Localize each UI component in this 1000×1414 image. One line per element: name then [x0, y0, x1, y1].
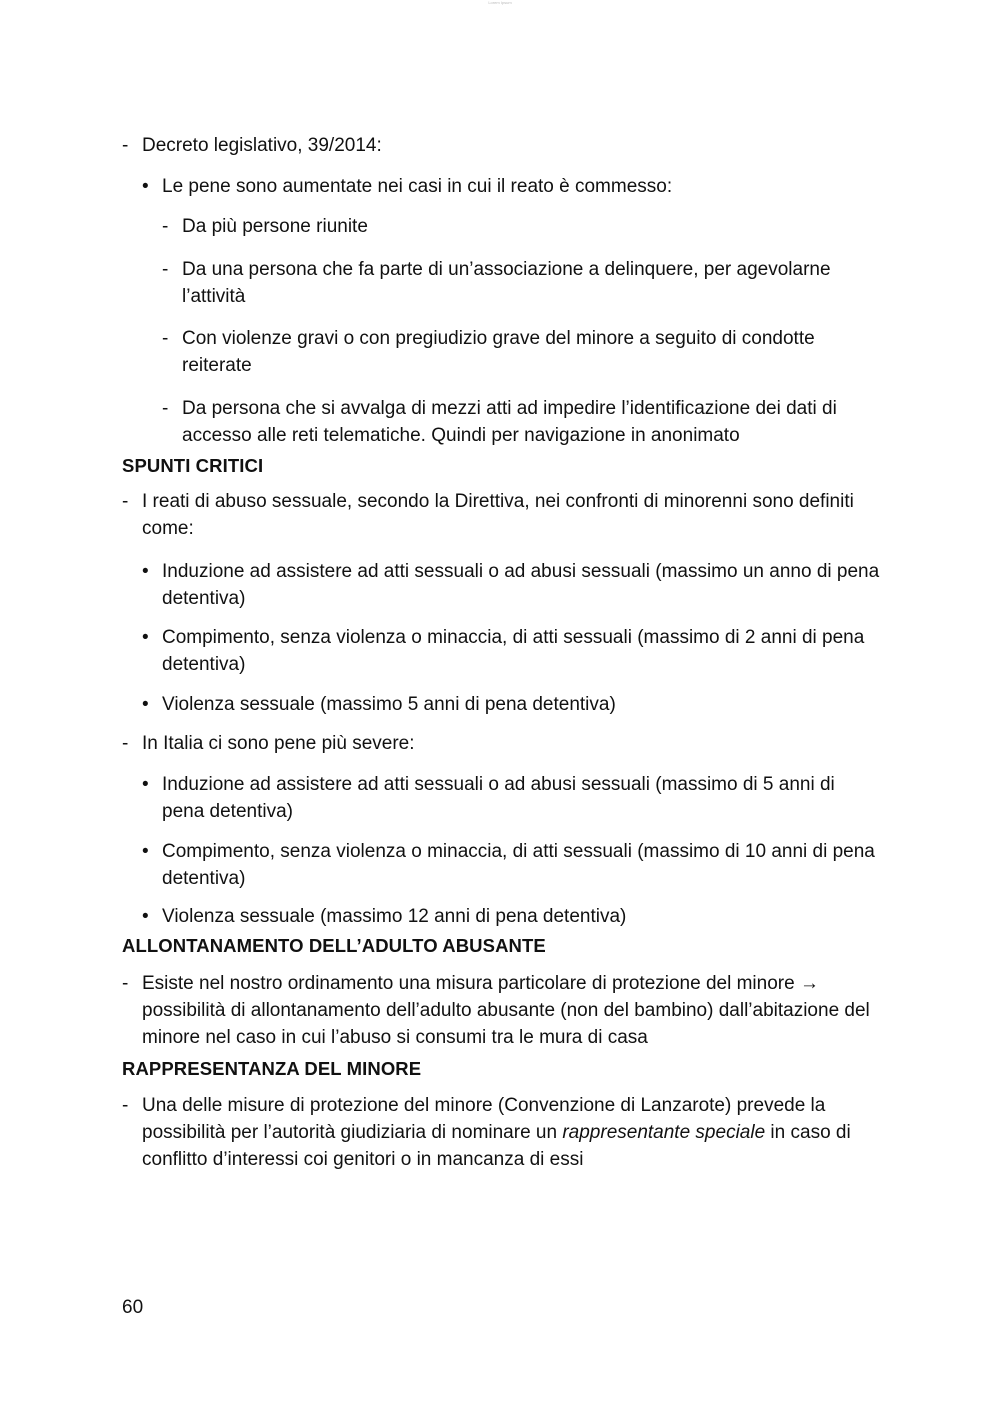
- list-item-dash: [122, 132, 882, 159]
- bullet-marker: •: [142, 694, 149, 715]
- list-item-text: Con violenze gravi o con pregiudizio grave del minore a seguito di condotte reiterate: [182, 328, 815, 376]
- list-item-bullet: [142, 771, 882, 825]
- list-item-bullet: [142, 558, 882, 612]
- top-watermark: Lorem Ipsum: [488, 0, 512, 5]
- list-item-dash: [122, 488, 882, 542]
- list-item-dash: [122, 1092, 882, 1173]
- list-item-dash: [122, 730, 882, 757]
- list-item-bullet: [142, 691, 882, 718]
- list-item-text: Decreto legislativo, 39/2014:: [142, 135, 382, 156]
- dash-marker: -: [122, 733, 129, 754]
- bullet-marker: •: [142, 906, 149, 927]
- italic-term: rappresentante speciale: [562, 1122, 766, 1143]
- list-item-text: I reati di abuso sessuale, secondo la Direttiva, nei confronti di minorenni sono definiti come:: [142, 491, 854, 539]
- bullet-marker: •: [142, 841, 149, 862]
- list-item-text: Da più persone riunite: [182, 216, 368, 237]
- list-item-dash: [162, 395, 882, 449]
- list-item-dash: [162, 256, 882, 310]
- list-item-text: Da persona che si avvalga di mezzi atti ad impedire l’identificazione dei dati di accesso alle reti telematiche. Quindi per navigazione in anonimato: [182, 398, 837, 446]
- list-item-text: Le pene sono aumentate nei casi in cui il reato è commesso:: [162, 176, 673, 197]
- dash-marker: -: [162, 216, 169, 237]
- bullet-marker: •: [142, 176, 149, 197]
- bullet-marker: •: [142, 561, 149, 582]
- list-item-text: In Italia ci sono pene più severe:: [142, 733, 415, 754]
- dash-marker: -: [122, 135, 129, 156]
- list-item-text: Violenza sessuale (massimo 12 anni di pena detentiva): [162, 906, 627, 927]
- list-item-text: Compimento, senza violenza o minaccia, di atti sessuali (massimo di 2 anni di pena detentiva): [162, 627, 865, 675]
- list-item-text: Violenza sessuale (massimo 5 anni di pena detentiva): [162, 694, 616, 715]
- list-item-bullet: [142, 173, 882, 200]
- page-number: 60: [122, 1297, 144, 1318]
- list-item-text: [142, 1092, 882, 1173]
- list-item-text: Induzione ad assistere ad atti sessuali o ad abusi sessuali (massimo di 5 anni di pena detentiva): [162, 774, 835, 822]
- dash-marker: -: [122, 1095, 129, 1116]
- dash-marker: -: [162, 328, 169, 349]
- list-item-bullet: [142, 624, 882, 678]
- list-item-text: Esiste nel nostro ordinamento una misura particolare di protezione del minore → possibilità di allontanamento dell’adulto abusante (non del bambino) dall’abitazione del minore nel caso in cui l’abuso si consumi tra le mura di casa: [142, 973, 870, 1048]
- list-item-dash: [122, 970, 882, 1051]
- bullet-marker: •: [142, 627, 149, 648]
- section-heading-rappresentanza: RAPPRESENTANZA DEL MINORE: [122, 1058, 422, 1079]
- section-heading-spunti-critici: SPUNTI CRITICI: [122, 455, 264, 476]
- text-part: Una delle misure di protezione del minore (Convenzione di Lanzarote) prevede la possibilità per l’autorità giudiziaria di nominare un: [142, 1095, 826, 1143]
- text-part: in caso di conflitto d’interessi coi genitori o in mancanza di essi: [142, 1122, 851, 1170]
- list-item-bullet: [142, 903, 882, 930]
- dash-marker: -: [162, 398, 169, 419]
- list-item-text: Compimento, senza violenza o minaccia, di atti sessuali (massimo di 10 anni di pena detentiva): [162, 841, 875, 889]
- list-item-dash: [162, 213, 882, 240]
- list-item-bullet: [142, 838, 882, 892]
- dash-marker: -: [122, 491, 129, 512]
- list-item-text: Induzione ad assistere ad atti sessuali o ad abusi sessuali (massimo un anno di pena detentiva): [162, 561, 880, 609]
- section-heading-allontanamento: ALLONTANAMENTO DELL’ADULTO ABUSANTE: [122, 935, 546, 956]
- list-item-dash: [162, 325, 882, 379]
- dash-marker: -: [162, 259, 169, 280]
- list-item-text: Da una persona che fa parte di un’associazione a delinquere, per agevolarne l’attività: [182, 259, 831, 307]
- bullet-marker: •: [142, 774, 149, 795]
- dash-marker: -: [122, 973, 129, 994]
